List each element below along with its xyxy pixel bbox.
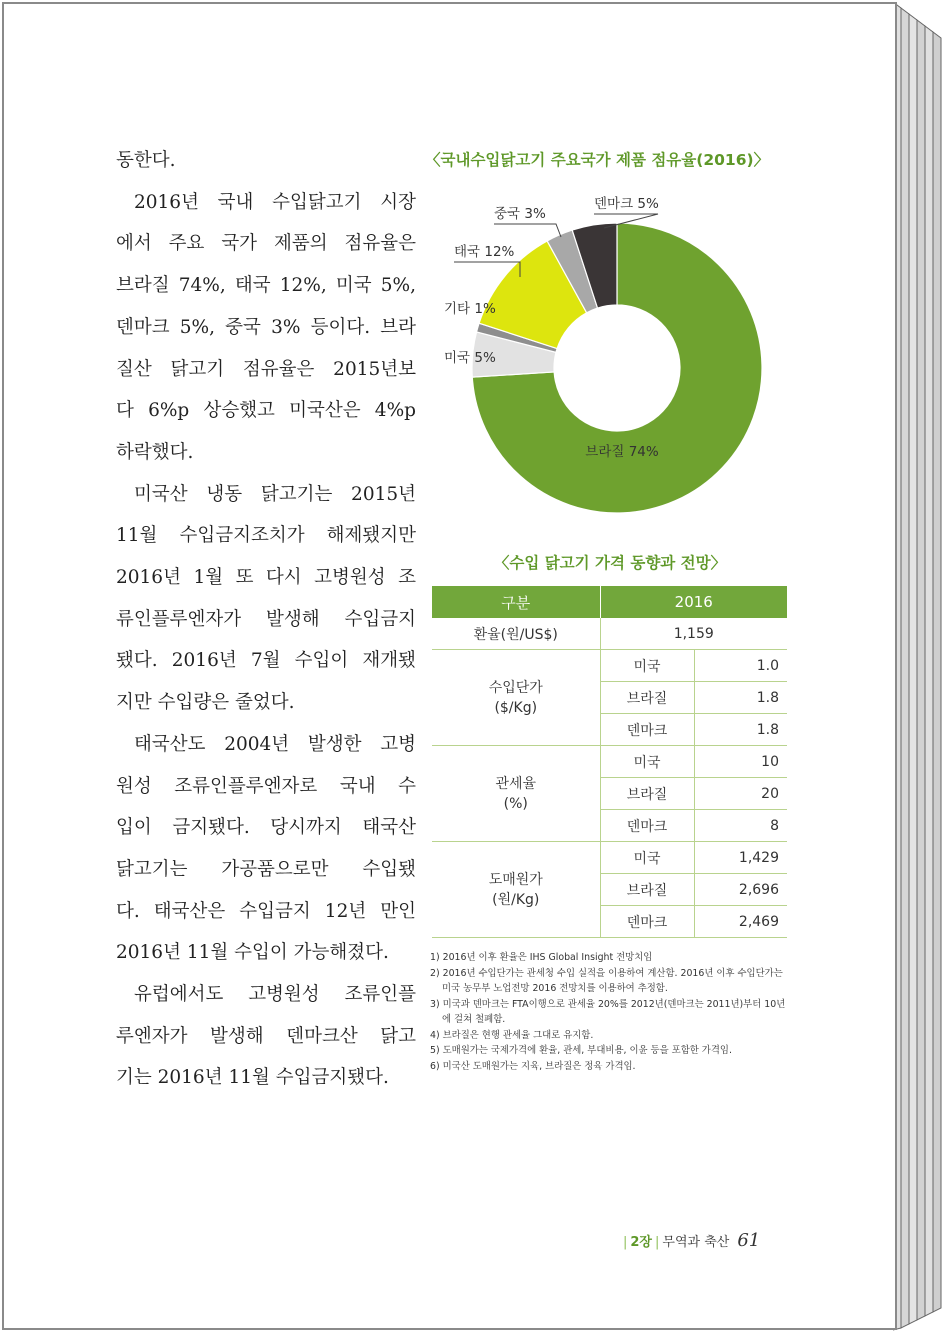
body-text — [116, 140, 416, 1099]
value-cell: 10 — [694, 746, 787, 778]
group-label-line: 관세율 — [495, 775, 537, 792]
value-cell: 2,469 — [694, 906, 787, 938]
table-row — [432, 746, 787, 778]
body-line: 미국산 냉동 닭고기는 2015년 — [134, 483, 416, 505]
value-cell: 1,429 — [694, 842, 787, 874]
body-line: 덴마크 5%, 중국 3% 등이다. 브라 — [116, 316, 416, 338]
country-cell: 덴마크 — [600, 906, 694, 938]
body-line: 2016년 국내 수입닭고기 시장 — [134, 191, 416, 213]
group-label-line: (원/Kg) — [492, 891, 540, 908]
footer-chapter: 2장 — [630, 1235, 652, 1250]
value-cell: 1.8 — [694, 682, 787, 714]
footnote: 5) 도매원가는 국제가격에 환율, 관세, 부대비용, 이윤 등을 포함한 가격임. — [430, 1045, 732, 1056]
slice-label-2: 기타 1% — [444, 301, 496, 317]
body-line: 루엔자가 발생해 덴마크산 닭고 — [116, 1025, 416, 1047]
body-line: 하락했다. — [116, 441, 194, 463]
page-number: 61 — [737, 1230, 761, 1251]
group-label-line: 도매원가 — [488, 871, 543, 888]
body-line: 기는 2016년 11월 수입금지됐다. — [116, 1067, 389, 1089]
table-header-row — [432, 586, 787, 618]
slice-label-1: 미국 5% — [444, 350, 496, 366]
body-line: 질산 닭고기 점유율은 2015년보 — [116, 358, 416, 380]
body-line: 입이 금지됐다. 당시까지 태국산 — [116, 817, 416, 839]
country-cell: 브라질 — [600, 778, 694, 810]
country-cell: 브라질 — [600, 682, 694, 714]
table-title: 〈수입 닭고기 가격 동향과 전망〉 — [493, 554, 727, 572]
footnote: 3) 미국과 덴마크는 FTA이행으로 관세율 20%를 2012년(덴마크는 2011년)부터 10년에 걸쳐 철폐함. — [430, 998, 786, 1025]
group-label — [432, 650, 600, 746]
body-line: 2016년 11월 수입이 가능해졌다. — [116, 942, 389, 964]
table-row — [432, 618, 787, 650]
footnote: 2) 2016년 수입단가는 관세청 수입 실적을 이용하여 계산함. 2016년 이후 수입단가는 미국 농무부 노업전망 2016 전망치를 이용하여 추정함. — [430, 967, 783, 994]
value-cell: 20 — [694, 778, 787, 810]
body-line: 동한다. — [116, 150, 176, 171]
body-line: 11월 수입금지조치가 해제됐지만 — [116, 525, 416, 547]
body-line: 됐다. 2016년 7월 수입이 재개됐 — [116, 650, 416, 672]
body-line: 유럽에서도 고병원성 조류인플 — [134, 984, 416, 1006]
group-label-line: (%) — [503, 795, 528, 812]
value-cell: 1.0 — [694, 650, 787, 682]
country-cell: 미국 — [600, 842, 694, 874]
table-row — [432, 842, 787, 874]
footnotes — [430, 950, 792, 1074]
footnote: 6) 미국산 도매원가는 지육, 브라질은 정육 가격임. — [430, 1060, 636, 1072]
page-stack-edges — [893, 2, 948, 1332]
footer-section: 무역과 축산 — [662, 1235, 730, 1250]
footnote: 4) 브라질은 현행 관세율 그대로 유지함. — [430, 1029, 594, 1041]
group-label — [432, 746, 600, 842]
slice-label-4: 중국 3% — [494, 206, 546, 222]
chart-title: 〈국내수입닭고기 주요국가 제품 점유율(2016)〉 — [425, 151, 770, 169]
body-line: 지만 수입량은 줄었다. — [116, 692, 295, 714]
body-line: 에서 주요 국가 제품의 점유율은 — [116, 233, 416, 255]
page-footer — [620, 1230, 760, 1251]
value-cell: 2,696 — [694, 874, 787, 906]
body-line: 2016년 1월 또 다시 고병원성 조 — [116, 567, 416, 589]
body-line: 닭고기는 가공품으로만 수입됐 — [116, 858, 416, 880]
exchange-rate-label: 환율(원/US$) — [432, 618, 600, 650]
leader-line-4 — [494, 224, 561, 237]
group-label-line: ($/Kg) — [494, 699, 538, 716]
table-row — [432, 650, 787, 682]
body-line: 다 6%p 상승했고 미국산은 4%p — [116, 400, 416, 422]
value-cell: 1.8 — [694, 714, 787, 746]
exchange-rate-value: 1,159 — [600, 618, 787, 650]
country-cell: 덴마크 — [600, 810, 694, 842]
country-cell: 브라질 — [600, 874, 694, 906]
body-line: 브라질 74%, 태국 12%, 미국 5%, — [116, 275, 416, 297]
body-line: 원성 조류인플루엔자로 국내 수 — [116, 775, 416, 797]
header-category: 구분 — [432, 586, 600, 618]
body-line: 태국산도 2004년 발생한 고병 — [134, 733, 416, 755]
slice-label-5: 덴마크 5% — [594, 196, 659, 212]
group-label-line: 수입단가 — [488, 679, 543, 696]
slice-label-0: 브라질 74% — [585, 444, 659, 460]
footnote: 1) 2016년 이후 환율은 IHS Global Insight 전망치임 — [430, 952, 653, 963]
header-year: 2016 — [600, 586, 787, 618]
footer-divider: | — [623, 1235, 628, 1250]
country-cell: 덴마크 — [600, 714, 694, 746]
slice-label-3: 태국 12% — [454, 244, 515, 260]
body-line: 다. 태국산은 수입금지 12년 만인 — [116, 900, 416, 922]
country-cell: 미국 — [600, 746, 694, 778]
price-table — [432, 586, 787, 938]
value-cell: 8 — [694, 810, 787, 842]
donut-chart — [430, 180, 800, 525]
footer-divider: | — [655, 1235, 660, 1250]
body-line: 류인플루엔자가 발생해 수입금지 — [116, 608, 416, 630]
country-cell: 미국 — [600, 650, 694, 682]
group-label — [432, 842, 600, 938]
